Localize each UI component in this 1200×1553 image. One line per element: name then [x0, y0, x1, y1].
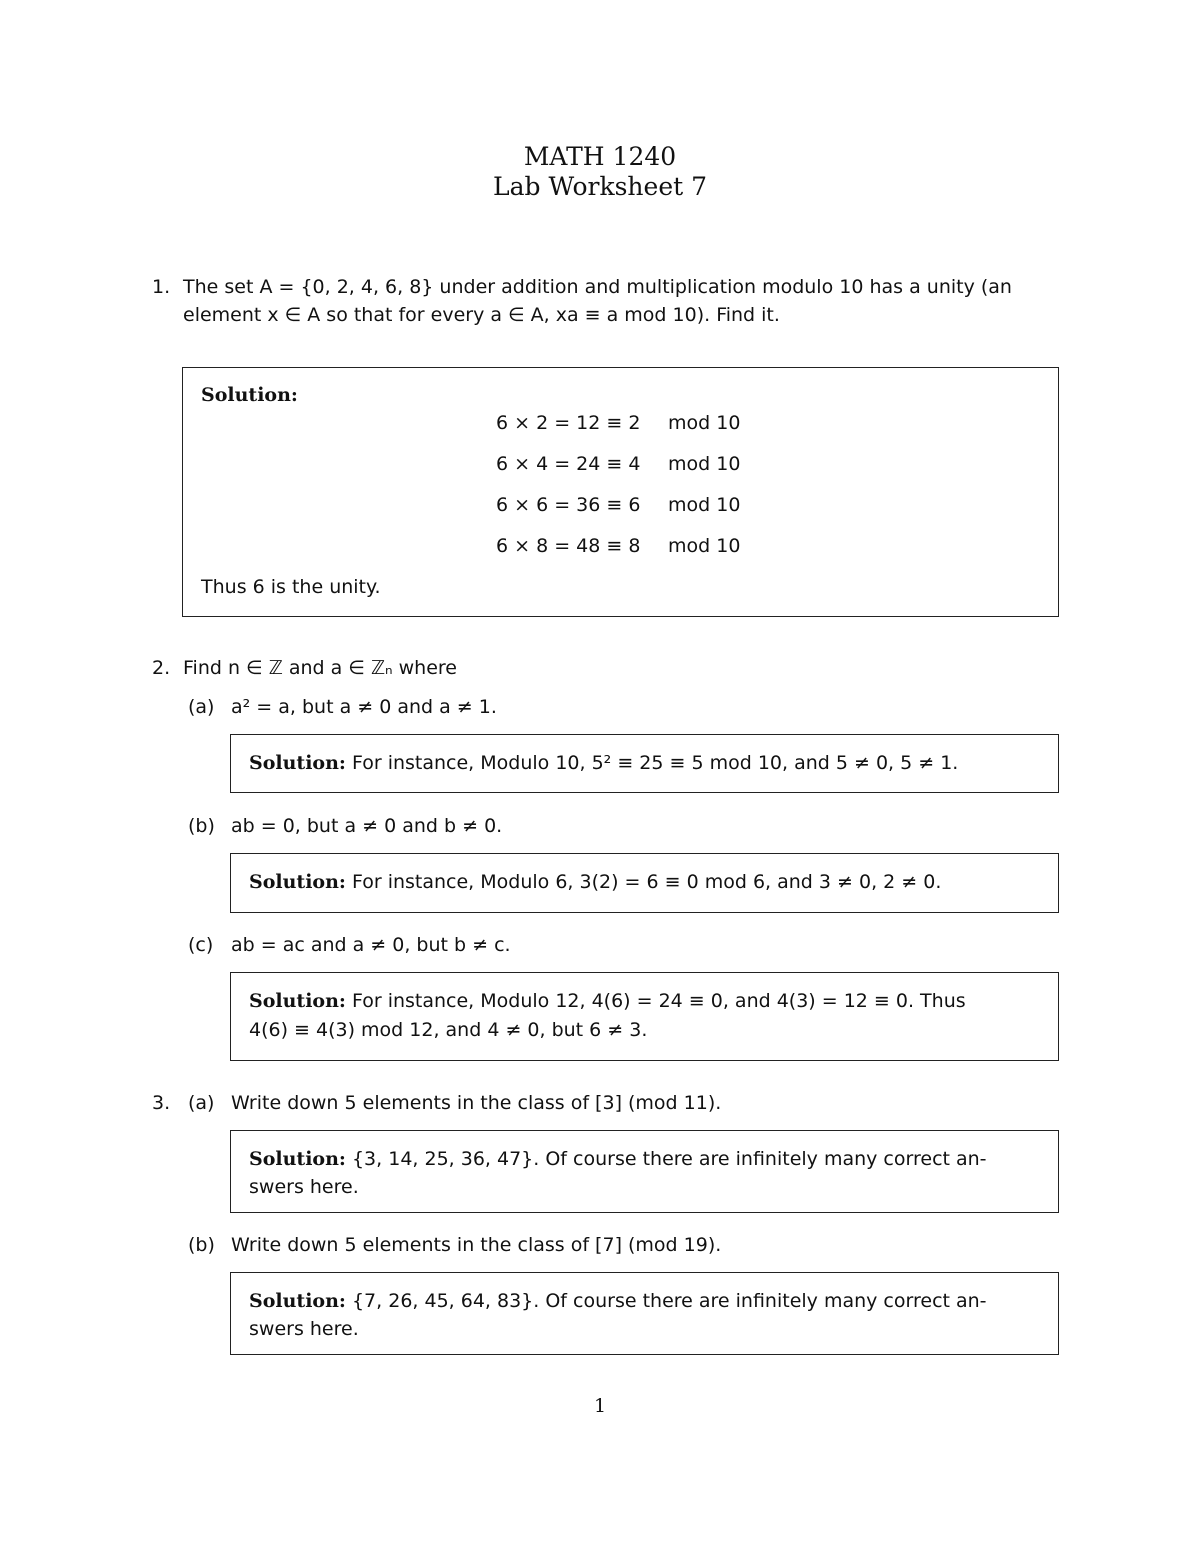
q2a-solution-text: For instance, Modulo 10, 5² ≡ 25 ≡ 5 mod 10, and 5 ≠ 0, 5 ≠ 1. [351, 752, 959, 774]
q1-equation-rhs: mod 10 [668, 494, 741, 516]
q3a-solution-box [230, 1130, 1059, 1213]
worksheet-subtitle: Lab Worksheet 7 [492, 172, 708, 201]
q1-text-line2: element x ∈ A so that for every a ∈ A, xa ≡ a mod 10). Find it. [183, 304, 780, 326]
q3b-solution-line1: {7, 26, 45, 64, 83}. Of course there are infinitely many correct an- [351, 1290, 987, 1312]
q1-equation-rhs: mod 10 [668, 412, 741, 434]
q2c-solution-line1: For instance, Modulo 12, 4(6) = 24 ≡ 0, and 4(3) = 12 ≡ 0. Thus [351, 990, 966, 1012]
q2b-label: (b) [188, 815, 215, 837]
q3a-solution-label: Solution: [249, 1148, 346, 1170]
q1-solution-box [182, 367, 1059, 617]
q2-number: 2. [152, 657, 171, 679]
q1-number: 1. [152, 276, 171, 298]
q2c-label: (c) [188, 934, 214, 956]
page-number: 1 [593, 1395, 607, 1417]
q1-equation-lhs: 6 × 2 = 12 ≡ 2 [496, 412, 641, 434]
q2c-solution-line2: 4(6) ≡ 4(3) mod 12, and 4 ≠ 0, but 6 ≠ 3. [249, 1019, 648, 1041]
q1-equation-rhs: mod 10 [668, 535, 741, 557]
q1-equation-rhs: mod 10 [668, 453, 741, 475]
q3b-label: (b) [188, 1234, 215, 1256]
q2b-solution-text: For instance, Modulo 6, 3(2) = 6 ≡ 0 mod 6, and 3 ≠ 0, 2 ≠ 0. [351, 871, 942, 893]
q1-text-line1: The set A = {0, 2, 4, 6, 8} under addition and multiplication modulo 10 has a unity (an [183, 276, 1012, 298]
q1-equation-lhs: 6 × 4 = 24 ≡ 4 [496, 453, 641, 475]
q2c-solution-box [230, 972, 1059, 1061]
q2a-solution-box [230, 734, 1059, 793]
q2c-solution-label: Solution: [249, 990, 346, 1012]
q3-number: 3. [152, 1092, 171, 1114]
q2-intro: Find n ∈ ℤ and a ∈ ℤₙ where [183, 657, 457, 679]
q3a-solution-line1: {3, 14, 25, 36, 47}. Of course there are infinitely many correct an- [351, 1148, 987, 1170]
q3b-solution-box [230, 1272, 1059, 1355]
q1-solution-label: Solution: [201, 384, 298, 406]
course-title: MATH 1240 [523, 142, 677, 171]
q2a-text: a² = a, but a ≠ 0 and a ≠ 1. [231, 696, 497, 718]
q3b-solution-line2: swers here. [249, 1318, 359, 1340]
q3b-text: Write down 5 elements in the class of [7] (mod 19). [231, 1234, 722, 1256]
q1-conclusion: Thus 6 is the unity. [201, 576, 381, 598]
q2a-solution-label: Solution: [249, 752, 346, 774]
q3a-solution-line2: swers here. [249, 1176, 359, 1198]
q2b-solution-box [230, 853, 1059, 913]
q3b-solution-label: Solution: [249, 1290, 346, 1312]
q1-equation-lhs: 6 × 8 = 48 ≡ 8 [496, 535, 641, 557]
q2a-label: (a) [188, 696, 215, 718]
q3a-label: (a) [188, 1092, 215, 1114]
q1-equation-lhs: 6 × 6 = 36 ≡ 6 [496, 494, 641, 516]
q2b-text: ab = 0, but a ≠ 0 and b ≠ 0. [231, 815, 503, 837]
q2c-text: ab = ac and a ≠ 0, but b ≠ c. [231, 934, 511, 956]
q3a-text: Write down 5 elements in the class of [3] (mod 11). [231, 1092, 722, 1114]
q2b-solution-label: Solution: [249, 871, 346, 893]
